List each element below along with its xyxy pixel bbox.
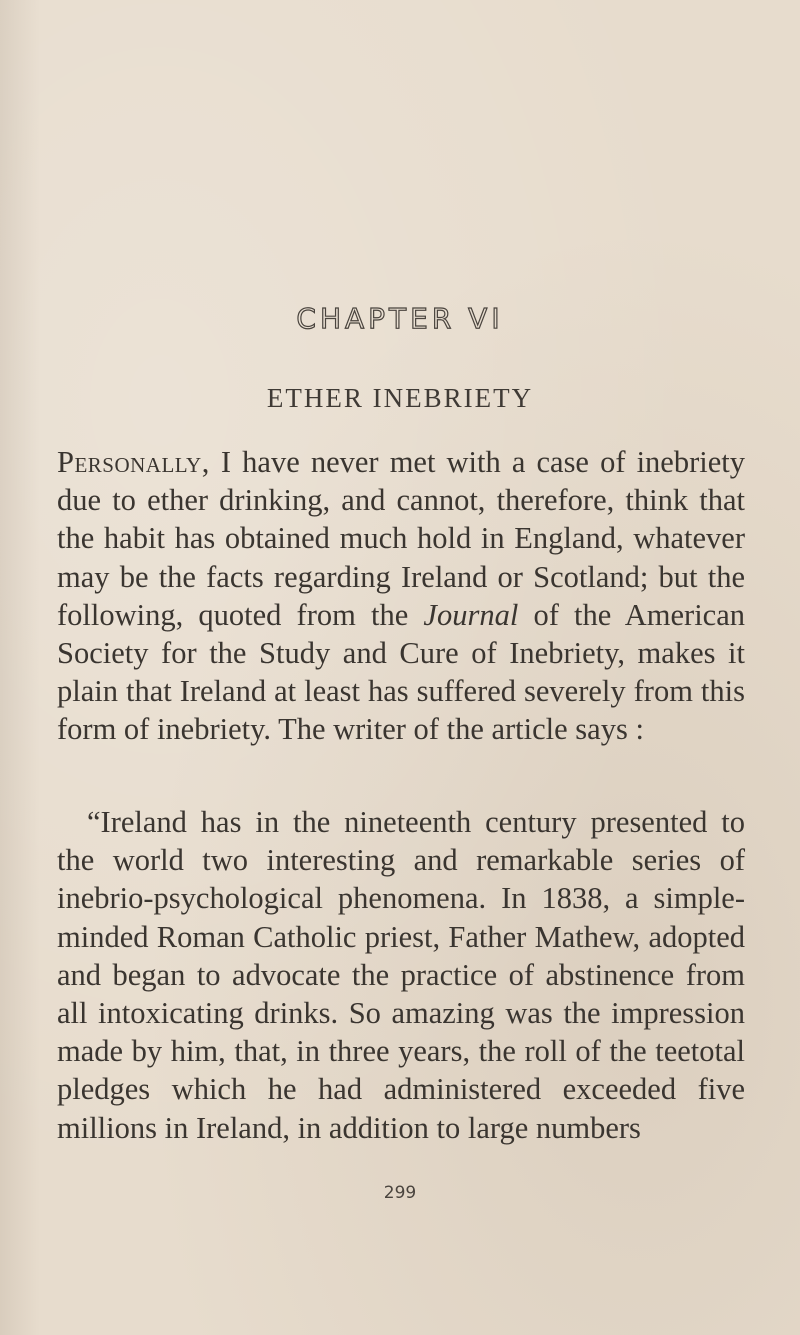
chapter-title: ETHER INEBRIETY (266, 383, 534, 413)
paragraph-text-part-2: of the American Society for the Study and Cure of Inebriety, makes it plain that Ireland at least has suffered severely from this form of inebriety. The writer of the article says : (57, 597, 745, 747)
paragraph-intro (57, 443, 745, 749)
page-gutter-shadow (0, 0, 40, 1335)
paragraph-quotation: “Ireland has in the nineteenth century presented to the world two interesting and remarkable series of inebrio-psychological phenomena. In 1838, a simple-minded Roman Catholic priest, Father Mathew, adopted and began to advocate the practice of abstinence from all intoxicating drinks. So amazing was the impression made by him, that, in three years, the roll of the teetotal pledges which he had administered exceeded five millions in Ireland, in addition to large numbers (57, 805, 745, 1145)
page-number: 299 (383, 1183, 417, 1203)
paragraph-text-part-1: I have never met with a case of inebriety due to ether drinking, and cannot, therefore, think that the habit has obtained much hold in England, whatever may be the facts regarding Ireland or Scotland; but the following, quoted from the (57, 445, 745, 632)
paragraph-lead-word: Personally, (57, 445, 210, 479)
chapter-heading: CHAPTER VI (296, 302, 504, 335)
journal-title-italic: Journal (423, 597, 519, 632)
